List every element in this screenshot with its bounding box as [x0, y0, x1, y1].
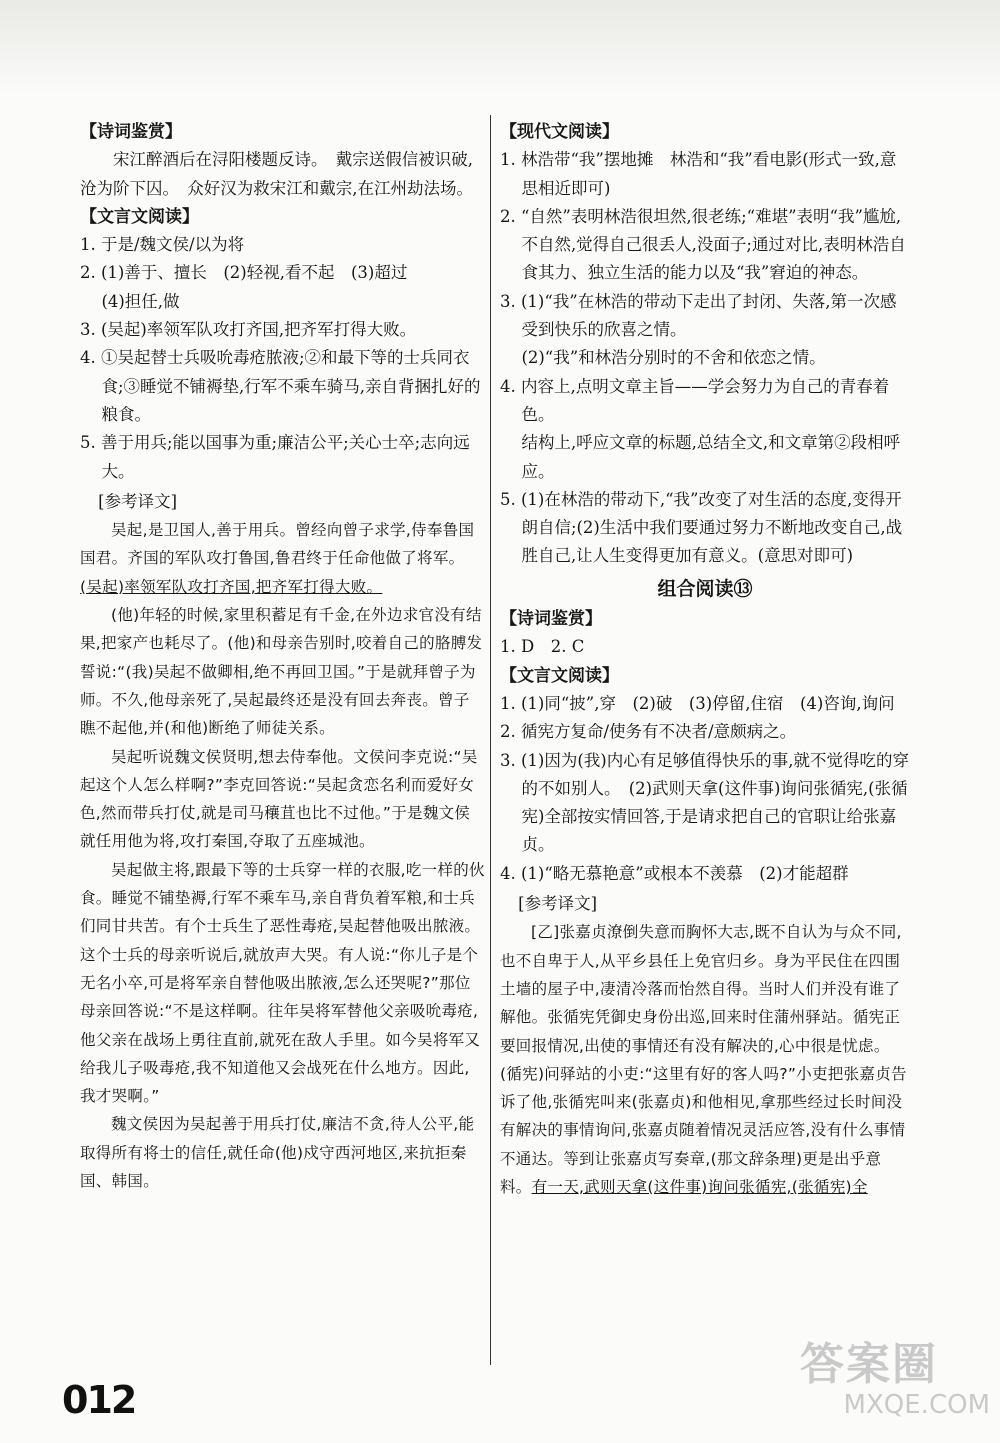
answer-item-continuation: 结构上,呼应文章的标题,总结全文,和文章第②段相呼应。	[521, 433, 901, 481]
translation-label: [参考译文]	[98, 491, 178, 511]
section-title-modern: 【现代文阅读】	[500, 122, 619, 142]
translation-paragraph	[80, 516, 485, 601]
translation-text: [乙]张嘉贞潦倒失意而胸怀大志,既不自认为与众不同,也不自卑于人,从平乡县任上免官归乡。身为平民住在四围土墙的屋子中,凄清冷落而怡然自得。当时人们并没有谁了解他。张循宪凭御史身份出巡,回来时住蒲州驿站。循宪正要回报情况,出使的事情还有没有解决的,心中很是忧虑。(循宪)问驿站的小吏:“这里有好的客人吗?”小吏把张嘉贞告诉了他,张循宪叫来(张嘉贞)和他相见,拿那些经过长时间没有解决的事情询问,张嘉贞随着情况灵活应答,没有什么事情不通达。等到让张嘉贞写奏章,(那文辞条理)更是出乎意料。	[500, 923, 907, 1196]
answer-item: 2. “自然”表明林浩很坦然,很老练;“难堪”表明“我”尴尬,不自然,觉得自己很丢人,没面子;通过对比,表明林浩自食其力、独立生活的能力以及“我”窘迫的神态。	[500, 206, 906, 283]
page-number: 012	[62, 1378, 136, 1422]
answer-item: 3. (1)因为(我)内心有足够值得快乐的事,就不觉得吃的穿的不如别人。 (2)武则天拿(这件事)询问张循宪,(张循宪)全部按实情回答,于是请求把自己的官职让给张嘉贞。	[500, 750, 909, 855]
answer-item: 5. 善于用兵;能以国事为重;廉洁公平;关心士卒;志向远大。	[80, 433, 470, 481]
section-title-classical-2: 【文言文阅读】	[500, 665, 619, 686]
poetry-2-answer: 1. D 2. C	[500, 637, 585, 657]
section-title-poetry: 【诗词鉴赏】	[80, 122, 182, 142]
answer-item: 3. (1)“我”在林浩的带动下走出了封闭、失落,第一次感受到快乐的欣喜之情。	[500, 291, 897, 340]
answer-item: 2. (1)善于、擅长 (2)轻视,看不起 (3)超过	[80, 263, 408, 283]
section-title-poetry-2: 【诗词鉴赏】	[500, 609, 602, 630]
underlined-translation: 有一天,武则天拿(这件事)询问张循宪,(张循宪)全	[531, 1177, 868, 1196]
group-reading-heading: 组合阅读⑬	[657, 577, 753, 600]
translation-paragraph	[500, 918, 910, 1201]
answer-item: 3. (吴起)率领军队攻打齐国,把齐军打得大败。	[80, 320, 417, 340]
column-divider	[490, 115, 491, 1365]
right-column	[500, 118, 910, 1201]
answer-item: 1. 于是/魏文侯/以为将	[80, 235, 245, 255]
watermark-url: MXQE.COM	[843, 1390, 990, 1420]
answer-item-continuation: (4)担任,做	[101, 291, 180, 311]
answer-item: 4. ①吴起替士兵吸吮毒疮脓液;②和最下等的士兵同衣食;③睡觉不铺褥垫,行军不乘车骑马,亲自背捆扎好的粮食。	[80, 348, 481, 424]
answer-item: 4. (1)“略无慕艳意”或根本不羡慕 (2)才能超群	[500, 863, 849, 883]
watermark	[800, 1340, 990, 1435]
left-column	[80, 118, 485, 1195]
section-title-classical: 【文言文阅读】	[80, 206, 199, 227]
translation-paragraph: 魏文侯因为吴起善于用兵打仗,廉洁不贪,待人公平,能取得所有将士的信任,就任命(他)戍守西河地区,来抗拒秦国、韩国。	[80, 1115, 475, 1190]
answer-item: 1. (1)同“披”,穿 (2)破 (3)停留,住宿 (4)咨询,询问	[500, 693, 895, 713]
translation-paragraph: 吴起听说魏文侯贤明,想去侍奉他。文侯问李克说:“吴起这个人怎么样啊?”李克回答说:“吴起贪恋名利而爱好女色,然而带兵打仗,就是司马穰苴也比不过他。”于是魏文侯就任用他为将,攻打秦国,夺取了五座城池。	[80, 747, 478, 851]
translation-label: [参考译文]	[518, 894, 598, 914]
poetry-answer: 宋江醉酒后在浔阳楼题反诗。 戴宗送假信被识破,沧为阶下囚。 众好汉为救宋江和戴宗,在江州劫法场。	[80, 150, 473, 198]
answer-item: 1. 林浩带“我”摆地摊 林浩和“我”看电影(形式一致,意思相近即可)	[500, 150, 897, 198]
watermark-logo-text: 答案圈	[800, 1339, 938, 1390]
translation-text: 吴起,是卫国人,善于用兵。曾经向曾子求学,侍奉鲁国国君。齐国的军队攻打鲁国,鲁君终于任命他做了将军。	[80, 521, 475, 568]
underlined-translation: (吴起)率领军队攻打齐国,把齐军打得大败。	[80, 577, 383, 596]
page-top-shading	[0, 0, 1000, 95]
translation-paragraph: (他)年轻的时候,家里积蓄足有千金,在外边求官没有结果,把家产也耗尽了。(他)和母亲告别时,咬着自己的胳膊发誓说:“(我)吴起不做卿相,绝不再回卫国。”于是就拜曾子为师。不久,他母亲死了,吴起最终还是没有回去奔丧。曾子瞧不起他,并(和他)断绝了师徒关系。	[80, 606, 483, 738]
answer-item-continuation: (2)“我”和林浩分别时的不舍和依恋之情。	[521, 348, 826, 368]
answer-item: 5. (1)在林浩的带动下,“我”改变了对生活的态度,变得开朗自信;(2)生活中我们要通过努力不断地改变自己,战胜自己,让人生变得更加有意义。(意思对即可)	[500, 489, 903, 566]
answer-item: 4. 内容上,点明文章主旨——学会努力为自己的青春着色。	[500, 376, 890, 424]
translation-paragraph: 吴起做主将,跟最下等的士兵穿一样的衣服,吃一样的伙食。睡觉不铺垫褥,行军不乘车马,亲自背负着军粮,和士兵们同甘共苦。有个士兵生了恶性毒疮,吴起替他吸出脓液。这个士兵的母亲听说后,就放声大哭。有人说:“你儿子是个无名小卒,可是将军亲自替他吸出脓液,怎么还哭呢?”那位母亲回答说:“不是这样啊。往年吴将军替他父亲吸吮毒疮,他父亲在战场上勇往直前,就死在敌人手里。如今吴将军又给我儿子吸毒疮,我不知道他又会战死在什么地方。因此,我才哭啊。”	[80, 860, 485, 1106]
answer-item: 2. 循宪方复命/使务有不决者/意颇病之。	[500, 722, 797, 742]
